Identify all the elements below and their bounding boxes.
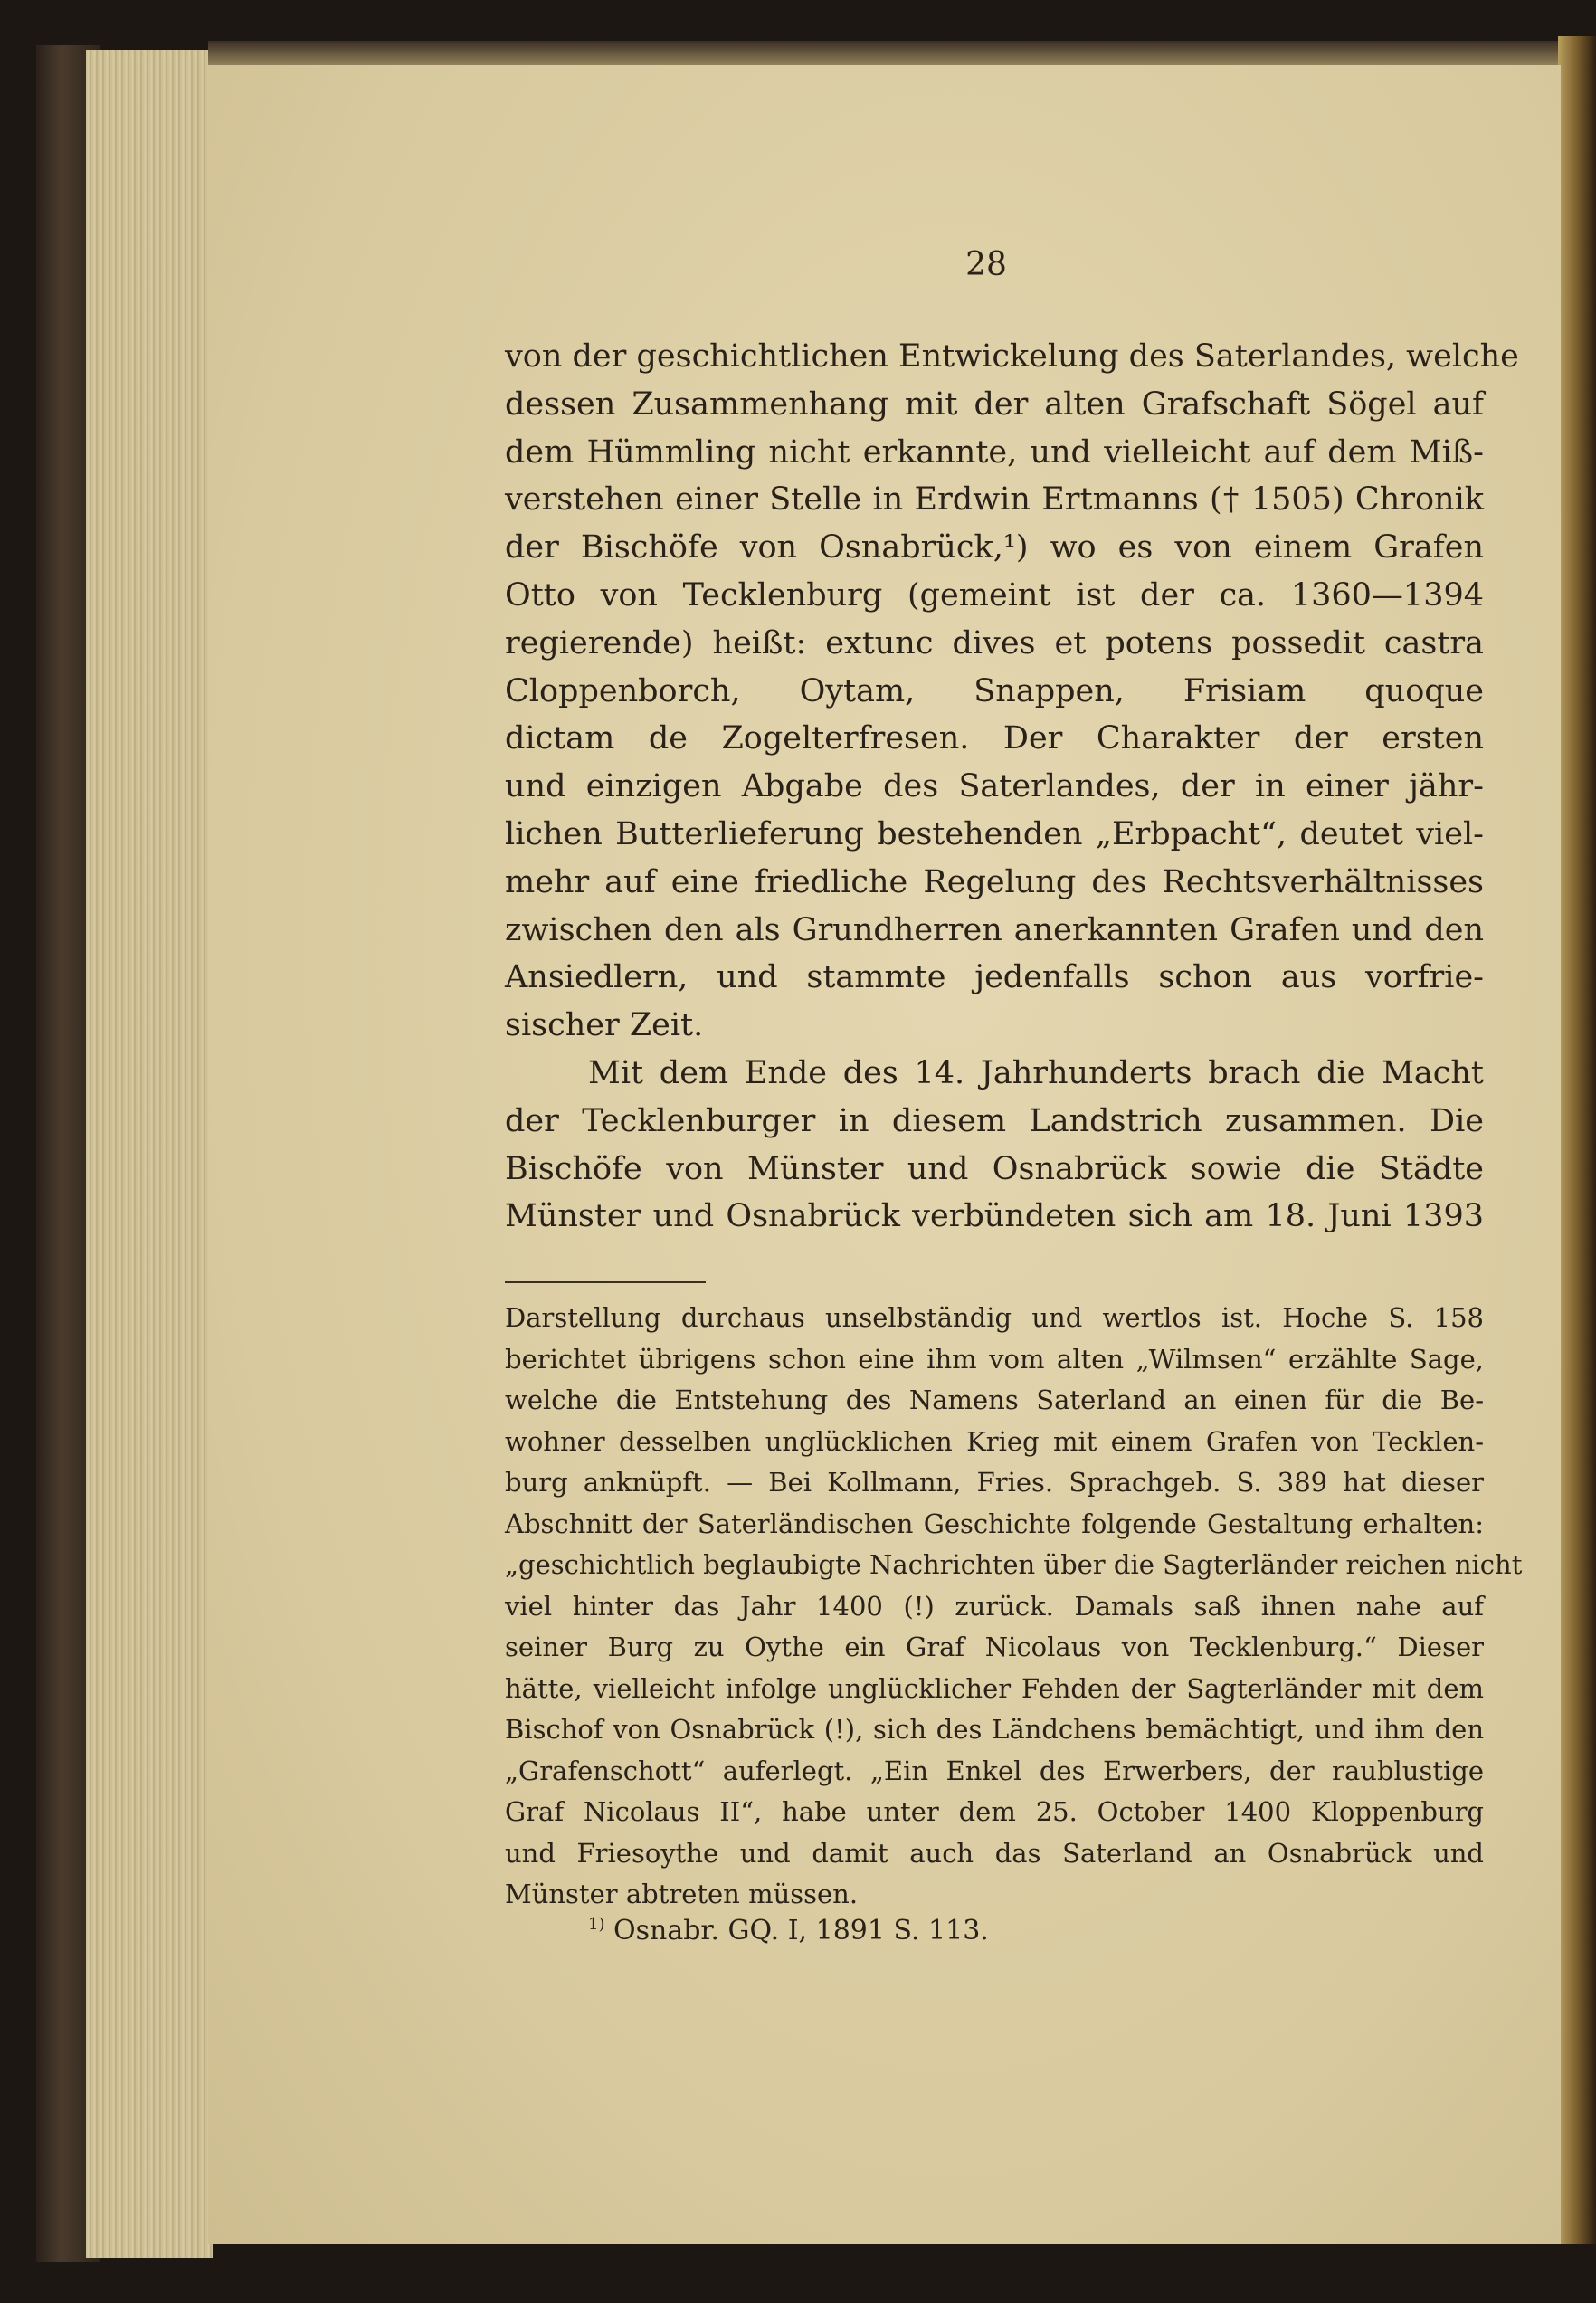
page-stack-edge xyxy=(86,50,213,2258)
top-page-edge xyxy=(208,41,1565,68)
footnote-line: wohner desselben unglücklichen Krieg mit einem Grafen von Tecklen- xyxy=(505,1425,1484,1457)
footnote-1 xyxy=(588,1915,989,1946)
text-line: von der geschichtlichen Entwickelung des Saterlandes, welche xyxy=(505,338,1519,375)
text-line: Mit dem Ende des 14. Jahrhunderts brach die Macht xyxy=(588,1054,1484,1091)
footnote-line: Bischof von Osnabrück (!), sich des Ländchens bemächtigt, und ihm den xyxy=(505,1714,1484,1745)
footnote-line: berichtet übrigens schon eine ihm vom alten „Wilmsen“ erzählte Sage, xyxy=(505,1343,1484,1375)
footnote-line: seiner Burg zu Oythe ein Graf Nicolaus von Tecklenburg.“ Dieser xyxy=(505,1632,1484,1662)
text-line: lichen Butterlieferung bestehenden „Erbpacht“, deutet viel- xyxy=(505,815,1484,852)
text-line: dem Hümmling nicht erkannte, und vielleicht auf dem Miß- xyxy=(505,433,1484,471)
footnote-line: viel hinter das Jahr 1400 (!) zurück. Damals saß ihnen nahe auf xyxy=(505,1590,1484,1622)
text-line: dictam de Zogelterfresen. Der Charakter der ersten xyxy=(505,720,1484,757)
footnote-line: welche die Entstehung des Namens Saterland an einen für die Be- xyxy=(505,1385,1484,1415)
text-line: zwischen den als Grundherren anerkannten Grafen und den xyxy=(505,911,1484,948)
text-line: mehr auf eine friedliche Regelung des Rechtsverhältnisses xyxy=(505,863,1484,900)
footnote-line: „geschichtlich beglaubigte Nachrichten über die Sagterländer reichen nicht xyxy=(505,1549,1523,1580)
right-page-edge xyxy=(1558,36,1596,2244)
text-line: der Bischöfe von Osnabrück,¹) wo es von einem Grafen xyxy=(505,529,1484,566)
footnote-line: Graf Nicolaus II“, habe unter dem 25. October 1400 Kloppenburg xyxy=(505,1796,1484,1827)
text-line: regierende) heißt: extunc dives et potens possedit castra xyxy=(505,624,1484,661)
footnote-line: burg anknüpft. — Bei Kollmann, Fries. Sprachgeb. S. 389 hat dieser xyxy=(505,1467,1484,1498)
footnote-line: und Friesoythe und damit auch das Saterland an Osnabrück und xyxy=(505,1837,1484,1869)
footnote-line: Abschnitt der Saterländischen Geschichte folgende Gestaltung erhalten: xyxy=(505,1508,1484,1539)
footnote-line: Münster abtreten müssen. xyxy=(505,1879,859,1909)
text-line: verstehen einer Stelle in Erdwin Ertmanns († 1505) Chronik xyxy=(505,481,1484,519)
text-line: der Tecklenburger in diesem Landstrich zusammen. Die xyxy=(505,1102,1484,1139)
body-text xyxy=(505,333,1519,1241)
text-line: und einzigen Abgabe des Saterlandes, der in einer jähr- xyxy=(505,768,1484,805)
footnote-continuation xyxy=(505,1298,1523,1916)
footnote-text: Osnabr. GQ. I, 1891 S. 113. xyxy=(613,1915,989,1946)
footnote-marker: 1) xyxy=(588,1915,605,1934)
page-number: 28 xyxy=(965,246,1007,283)
text-line: Münster und Osnabrück verbündeten sich am 18. Juni 1393 xyxy=(505,1198,1484,1235)
footnote-divider xyxy=(505,1281,706,1283)
text-line: Ansiedlern, und stammte jedenfalls schon aus vorfrie- xyxy=(505,959,1484,996)
text-line: Cloppenborch, Oytam, Snappen, Frisiam quoque xyxy=(505,672,1484,709)
text-line: Otto von Tecklenburg (gemeint ist der ca. 1360—1394 xyxy=(505,576,1484,614)
text-line: dessen Zusammenhang mit der alten Grafschaft Sögel auf xyxy=(505,385,1484,423)
footnote-line: hätte, vielleicht infolge unglücklicher Fehden der Sagterländer mit dem xyxy=(505,1672,1484,1704)
text-line: Bischöfe von Münster und Osnabrück sowie die Städte xyxy=(505,1150,1484,1187)
footnote-line: Darstellung durchaus unselbständig und wertlos ist. Hoche S. 158 xyxy=(505,1302,1484,1333)
text-line: sischer Zeit. xyxy=(505,1007,704,1044)
footnote-line: „Grafenschott“ auferlegt. „Ein Enkel des Erwerbers, der raublustige xyxy=(505,1755,1484,1786)
